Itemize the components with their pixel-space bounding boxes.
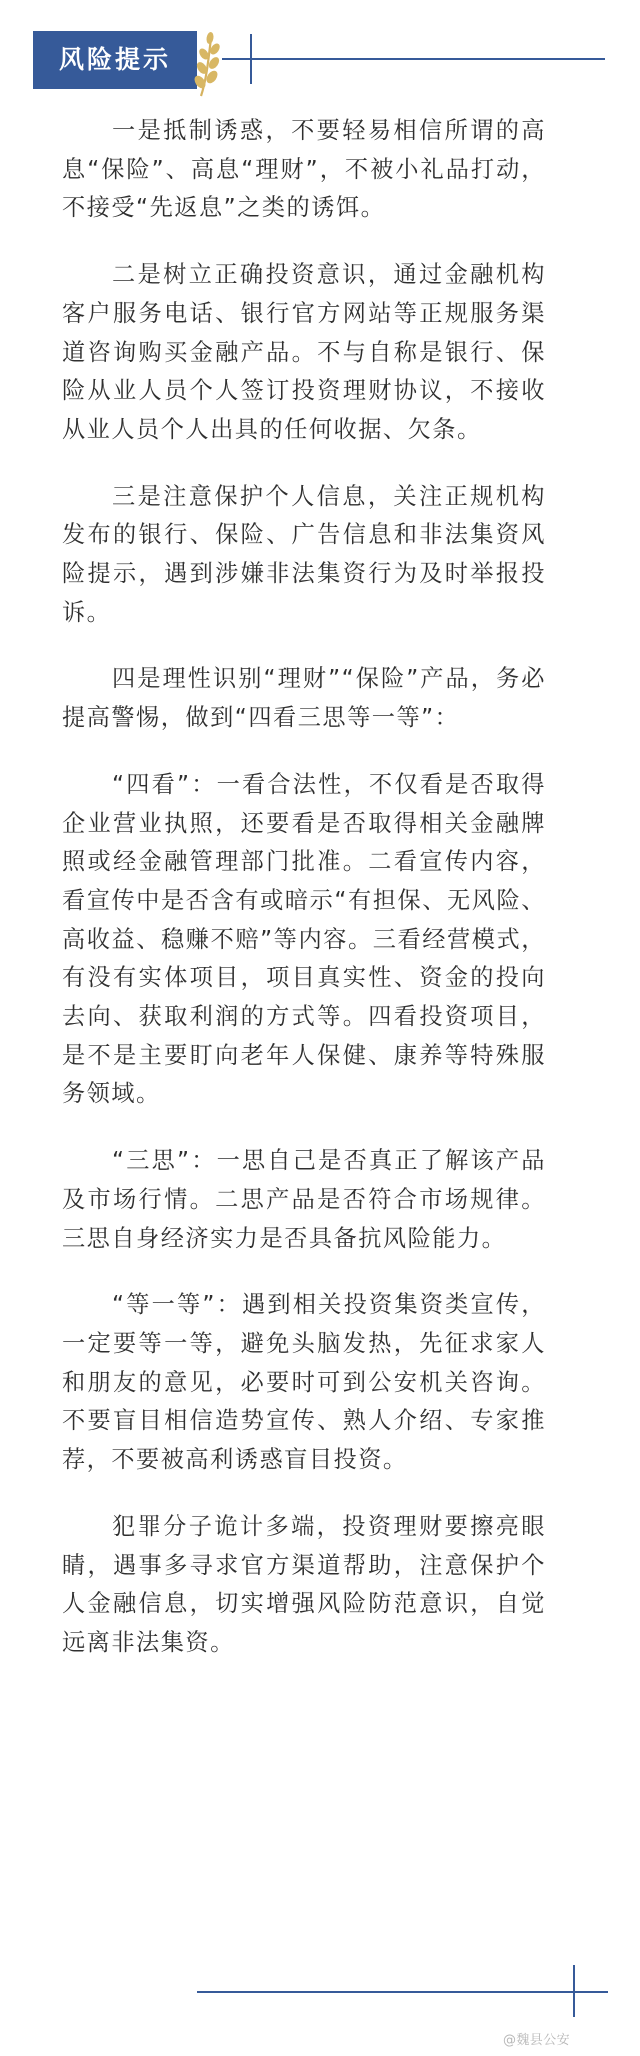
- article-body: [62, 112, 546, 1691]
- paragraph-2: 二是树立正确投资意识，通过金融机构客户服务电话、银行官方网站等正规服务渠道咨询购买金融产品。不与自称是银行、保险从业人员个人签订投资理财协议，不接收从业人员个人出具的任何收据、欠条。: [62, 261, 546, 443]
- paragraph-8: 犯罪分子诡计多端，投资理财要擦亮眼睛，遇事多寻求官方渠道帮助，注意保护个人金融信息，切实增强风险防范意识，自觉远离非法集资。: [62, 1512, 546, 1656]
- wheat-icon: [186, 26, 226, 100]
- section-title: 风险提示: [33, 31, 197, 89]
- paragraph-7: “等一等”：遇到相关投资集资类宣传，一定要等一等，避免头脑发热，先征求家人和朋友的意见，必要时可到公安机关咨询。不要盲目相信造势宣传、熟人介绍、专家推荐，不要被高利诱惑盲目投资。: [62, 1291, 546, 1474]
- watermark: @魏县公安: [503, 2033, 571, 2048]
- paragraph-4: 四是理性识别“理财”“保险”产品，务必提高警惕，做到“四看三思等一等”：: [62, 665, 546, 732]
- section-header: [0, 0, 640, 110]
- footer-divider: [197, 1991, 608, 1993]
- paragraph-1: 一是抵制诱惑，不要轻易相信所谓的高息“保险”、高息“理财”，不被小礼品打动，不接受“先返息”之类的诱饵。: [62, 117, 546, 222]
- paragraph-6: “三思”：一思自己是否真正了解该产品及市场行情。二思产品是否符合市场规律。三思自身经济实力是否具备抗风险能力。: [62, 1147, 546, 1252]
- header-divider-tick: [250, 34, 252, 84]
- paragraph-5: “四看”：一看合法性，不仅看是否取得企业营业执照，还要看是否取得相关金融牌照或经金融管理部门批准。二看宣传内容，看宣传中是否含有或暗示“有担保、无风险、高收益、稳赚不赔”等内容。三看经营模式，有没有实体项目，项目真实性、资金的投向去向、获取利润的方式等。四看投资项目，是不是主要盯向老年人保健、康养等特殊服务领域。: [62, 770, 546, 1108]
- paragraph-3: 三是注意保护个人信息，关注正规机构发布的银行、保险、广告信息和非法集资风险提示，遇到涉嫌非法集资行为及时举报投诉。: [62, 482, 546, 626]
- footer-divider-tick: [573, 1965, 575, 2017]
- header-divider: [222, 58, 605, 60]
